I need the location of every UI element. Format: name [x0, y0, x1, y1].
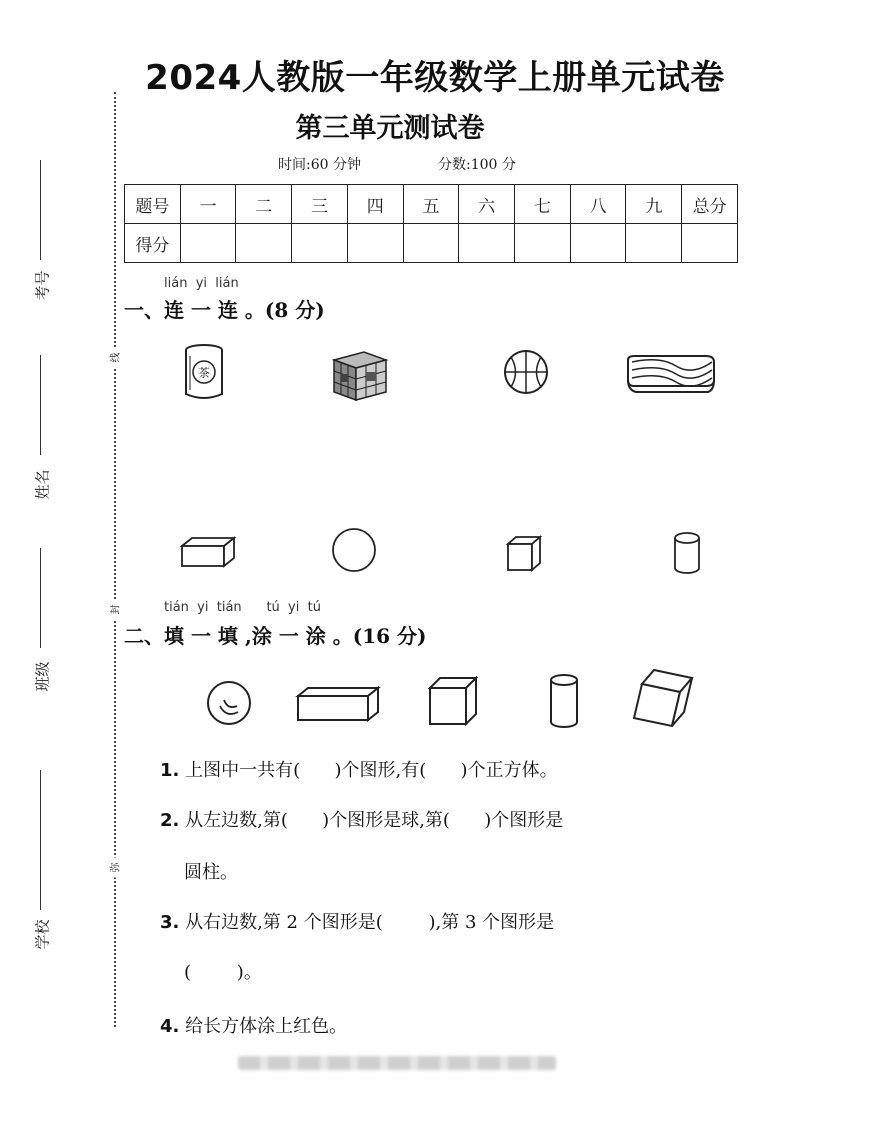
question-3-continued: ( )。: [184, 962, 262, 983]
cylinder-icon: [546, 672, 582, 732]
cuboid-icon: [178, 536, 238, 570]
table-cell: 题号: [125, 185, 181, 224]
sub-title: 第三单元测试卷: [295, 113, 485, 144]
question-text: 从左边数,第( )个图形是球,第( )个图形是: [185, 810, 564, 831]
question-text: 上图中一共有( )个图形,有( )个正方体。: [185, 760, 558, 781]
school-line: [40, 770, 41, 910]
question-2-continued: 圆柱。: [184, 862, 238, 883]
section1-title: 一、连 一 连 。(8 分): [124, 298, 325, 322]
table-cell: 总分: [682, 185, 738, 224]
score-cell[interactable]: [347, 224, 403, 263]
main-title: 2024人教版一年级数学上册单元试卷: [145, 58, 725, 98]
school-label: 学校: [33, 919, 52, 950]
score-table: [124, 184, 738, 263]
table-cell: 四: [347, 185, 403, 224]
rubiks-cube-icon: [328, 346, 392, 404]
score-cell[interactable]: [236, 224, 292, 263]
blurred-footer-text: [238, 1056, 556, 1070]
score-cell[interactable]: [459, 224, 515, 263]
tea-label: 茶: [197, 366, 211, 380]
sphere-icon: [330, 526, 378, 574]
table-cell: 二: [236, 185, 292, 224]
question-number: 4.: [160, 1016, 180, 1037]
binding-dotted-line: [114, 92, 116, 1027]
total-score: 分数:100 分: [438, 157, 516, 173]
table-cell: 八: [570, 185, 626, 224]
question-number: 1.: [160, 760, 180, 781]
name-line: [40, 355, 41, 455]
exam-no-label: 考号: [33, 270, 52, 301]
class-line: [40, 548, 41, 648]
eraser-icon: [620, 352, 720, 396]
section2-pinyin: tián yi tián tú yi tú: [164, 600, 321, 615]
cylinder-icon: [670, 530, 704, 578]
table-row: [125, 224, 738, 263]
score-cell[interactable]: [180, 224, 236, 263]
section2-title: 二、填 一 填 ,涂 一 涂 。(16 分): [124, 624, 427, 648]
table-cell: 得分: [125, 224, 181, 263]
question-3: [160, 908, 554, 934]
cut-mark-close: 弥: [107, 858, 122, 878]
exam-no-line: [40, 160, 41, 260]
ball-icon: [204, 678, 254, 728]
cuboid-icon: [294, 684, 384, 724]
score-cell[interactable]: [626, 224, 682, 263]
question-2: [160, 806, 563, 832]
table-cell: 一: [180, 185, 236, 224]
question-number: 2.: [160, 810, 180, 831]
score-cell[interactable]: [682, 224, 738, 263]
cut-mark-line: 线: [107, 348, 122, 368]
table-cell: 三: [292, 185, 348, 224]
time-limit: 时间:60 分钟: [278, 157, 361, 173]
table-cell: 五: [403, 185, 459, 224]
table-cell: 六: [459, 185, 515, 224]
question-4-clip: [150, 1006, 750, 1037]
tilted-cube-icon: [632, 666, 696, 730]
table-cell: 九: [626, 185, 682, 224]
score-cell[interactable]: [292, 224, 348, 263]
table-cell: 七: [515, 185, 571, 224]
question-text: 从右边数,第 2 个图形是( ),第 3 个图形是: [185, 912, 555, 933]
cut-mark-seal: 封: [107, 600, 122, 620]
section1-pinyin: lián yi lián: [164, 276, 239, 291]
question-text: 给长方体涂上红色。: [185, 1016, 348, 1037]
name-label: 姓名: [33, 469, 52, 500]
tea-can-icon: [180, 342, 232, 404]
cube-icon: [426, 674, 480, 728]
score-cell[interactable]: [403, 224, 459, 263]
score-cell[interactable]: [515, 224, 571, 263]
question-1: [160, 756, 558, 782]
question-4: [160, 1012, 347, 1038]
basketball-icon: [502, 348, 550, 396]
table-row: [125, 185, 738, 224]
score-cell[interactable]: [570, 224, 626, 263]
class-label: 班级: [33, 661, 52, 692]
question-number: 3.: [160, 912, 180, 933]
cube-icon: [504, 534, 544, 574]
